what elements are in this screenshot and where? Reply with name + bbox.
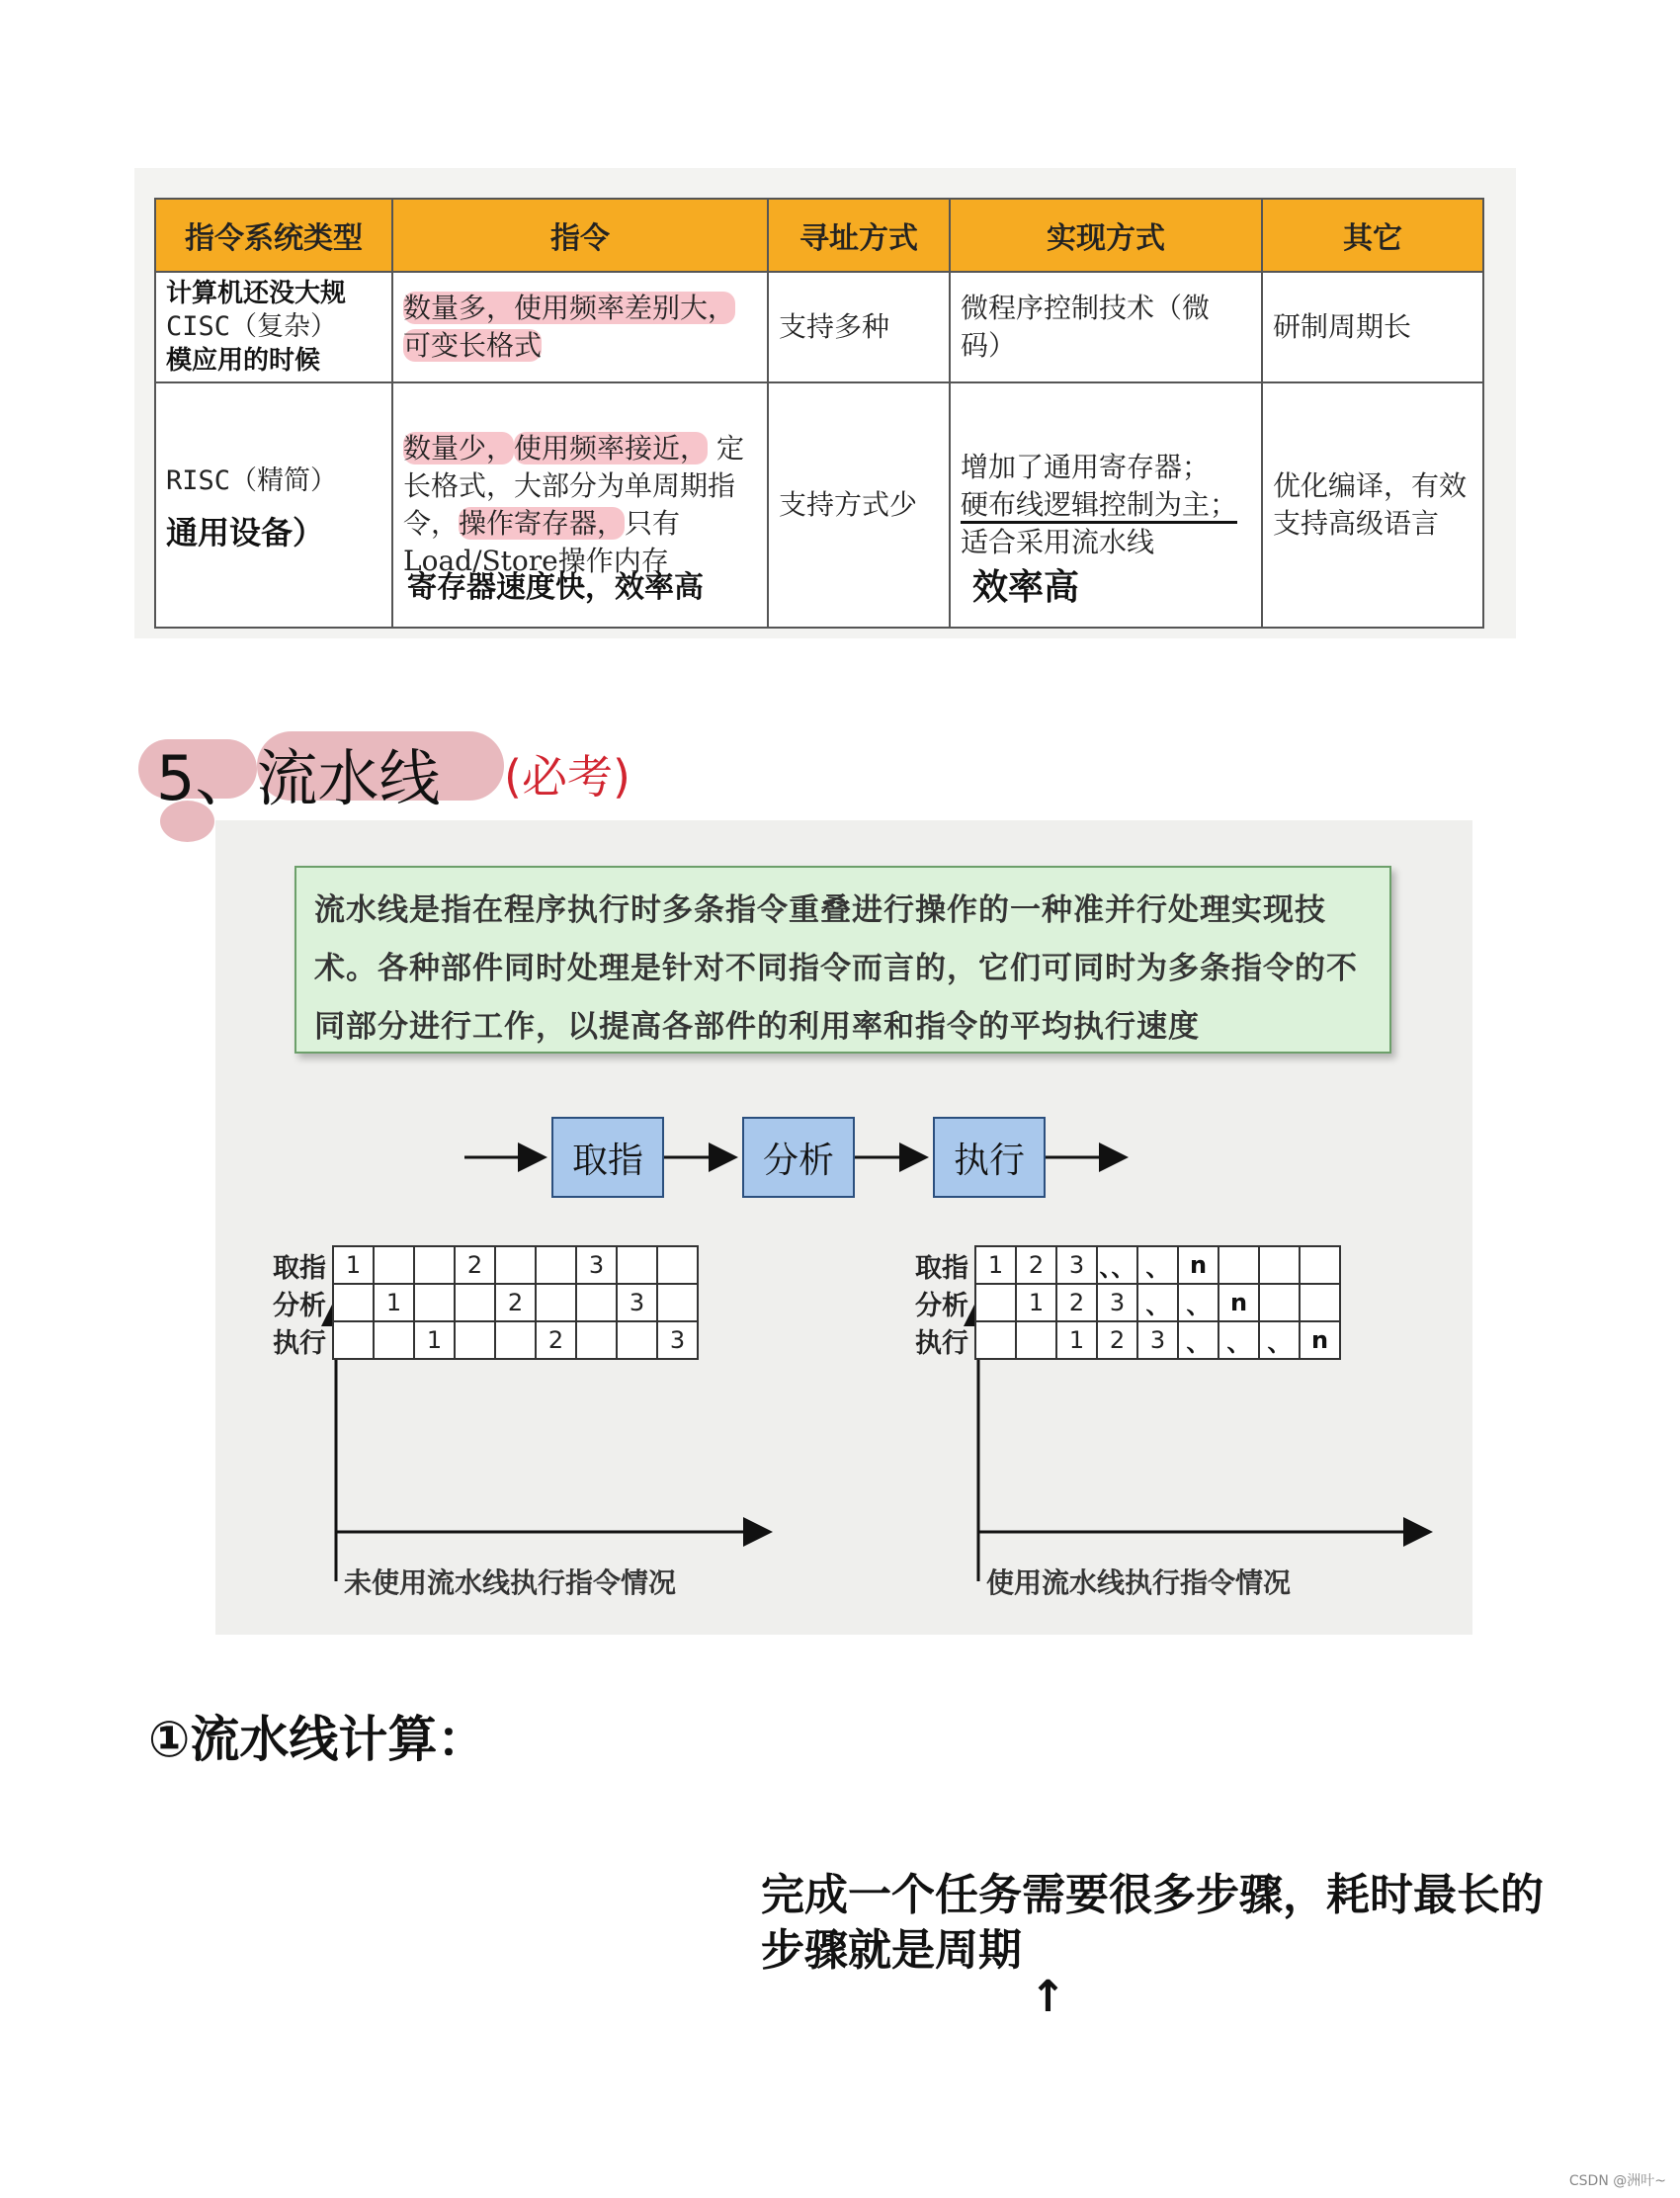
stage-fetch: 取指 bbox=[551, 1117, 664, 1198]
grid-cell bbox=[332, 1320, 375, 1360]
left-grid-caption: 未使用流水线执行指令情况 bbox=[344, 1566, 677, 1599]
grid-row bbox=[259, 1245, 699, 1285]
grid-cell bbox=[413, 1245, 456, 1285]
risc-implementation bbox=[950, 382, 1262, 628]
grid-cell bbox=[535, 1283, 577, 1322]
grid-cell: 1 bbox=[1055, 1320, 1098, 1360]
grid-cell bbox=[494, 1320, 537, 1360]
grid-cell bbox=[413, 1283, 456, 1322]
header-type: 指令系统类型 bbox=[155, 199, 392, 272]
grid-cell bbox=[494, 1245, 537, 1285]
table-row-cisc bbox=[155, 272, 1483, 382]
section-note: (必考) bbox=[504, 750, 630, 803]
stage-decode: 分析 bbox=[742, 1117, 855, 1198]
header-implementation: 实现方式 bbox=[950, 199, 1262, 272]
grid-cell bbox=[1299, 1245, 1341, 1285]
watermark: CSDN @洲叶~ bbox=[1568, 2173, 1666, 2189]
grid-cell: 、 bbox=[1136, 1245, 1179, 1285]
grid-cell bbox=[575, 1283, 618, 1322]
grid-cell bbox=[656, 1245, 699, 1285]
table-header-row bbox=[155, 199, 1483, 272]
header-other: 其它 bbox=[1262, 199, 1483, 272]
period-note-line2: 步骤就是周期 bbox=[761, 1925, 1022, 1976]
grid-cell: 3 bbox=[656, 1320, 699, 1360]
section-title: 5、流水线 bbox=[156, 742, 441, 814]
grid-cell: n bbox=[1218, 1283, 1260, 1322]
cisc-type-cell bbox=[155, 272, 392, 382]
grid-cell: 3 bbox=[575, 1245, 618, 1285]
grid-cell bbox=[373, 1320, 415, 1360]
grid-cell: 1 bbox=[413, 1320, 456, 1360]
risc-instr-hl2: 使用频率接近， bbox=[514, 432, 709, 465]
grid-cell bbox=[535, 1245, 577, 1285]
grid-cell: 、 bbox=[1218, 1320, 1260, 1360]
risc-instr-note: 寄存器速度快，效率高 bbox=[407, 570, 704, 605]
grid-cell: 1 bbox=[1015, 1283, 1057, 1322]
cisc-instruction bbox=[392, 272, 768, 382]
grid-row bbox=[259, 1283, 699, 1322]
risc-impl-a: 增加了通用寄存器； bbox=[961, 451, 1211, 483]
grid-cell bbox=[454, 1283, 496, 1322]
grid-cell: n bbox=[1177, 1245, 1219, 1285]
risc-other: 优化编译，有效支持高级语言 bbox=[1262, 382, 1483, 628]
cisc-note-bottom: 模应用的时候 bbox=[166, 346, 321, 376]
risc-note: 通用设备） bbox=[166, 514, 325, 551]
risc-instr-hl1: 数量少， bbox=[403, 432, 515, 465]
grid-cell: 3 bbox=[1055, 1245, 1098, 1285]
risc-impl-c: 适合采用流水线 bbox=[961, 526, 1155, 558]
grid-row bbox=[901, 1245, 1341, 1285]
risc-instr-end: 只有Load/Store操作内存 bbox=[403, 507, 681, 577]
grid-cell: 、 bbox=[1177, 1320, 1219, 1360]
grid-cell bbox=[1015, 1320, 1057, 1360]
cisc-other: 研制周期长 bbox=[1262, 272, 1483, 382]
header-instruction: 指令 bbox=[392, 199, 768, 272]
grid-row bbox=[901, 1283, 1341, 1322]
grid-cell bbox=[974, 1283, 1017, 1322]
grid-cell bbox=[454, 1320, 496, 1360]
row-label: 执行 bbox=[915, 1327, 968, 1359]
grid-cell: 、、 bbox=[1096, 1245, 1138, 1285]
grid-cell: n bbox=[1299, 1320, 1341, 1360]
grid-cell bbox=[332, 1283, 375, 1322]
grid-row bbox=[259, 1320, 699, 1360]
row-label: 分析 bbox=[273, 1290, 326, 1321]
grid-cell: 3 bbox=[616, 1283, 658, 1322]
row-label: 分析 bbox=[915, 1290, 968, 1321]
header-addressing: 寻址方式 bbox=[768, 199, 950, 272]
grid-cell: 、 bbox=[1177, 1283, 1219, 1322]
risc-instr-hl3: 操作寄存器， bbox=[459, 507, 626, 540]
grid-cell bbox=[616, 1245, 658, 1285]
grid-cell: 1 bbox=[332, 1245, 375, 1285]
row-label: 执行 bbox=[273, 1327, 326, 1359]
calc-title: ①流水线计算： bbox=[148, 1711, 487, 1768]
cisc-implementation: 微程序控制技术（微码） bbox=[950, 272, 1262, 382]
grid-cell: 、 bbox=[1258, 1320, 1301, 1360]
up-arrow-icon: ↑ bbox=[1030, 1972, 1066, 2022]
cisc-instr-highlight: 数量多，使用频率差别大， bbox=[403, 292, 736, 324]
right-grid-caption: 使用流水线执行指令情况 bbox=[986, 1566, 1292, 1599]
cisc-addressing: 支持多种 bbox=[768, 272, 950, 382]
grid-cell bbox=[373, 1245, 415, 1285]
non-pipeline-grid bbox=[259, 1245, 812, 1601]
grid-cell: 3 bbox=[1096, 1283, 1138, 1322]
risc-instr-mid: 定长格式，大部分为单周期指令， bbox=[403, 432, 744, 540]
grid-cell: 2 bbox=[535, 1320, 577, 1360]
pipeline-grid bbox=[901, 1245, 1455, 1601]
grid-cell: 2 bbox=[1055, 1283, 1098, 1322]
grid-cell: 1 bbox=[373, 1283, 415, 1322]
risc-impl-b: 硬布线逻辑控制为主； bbox=[961, 488, 1237, 524]
grid-cell bbox=[974, 1320, 1017, 1360]
period-note bbox=[761, 1868, 1544, 1979]
grid-cell: 3 bbox=[1136, 1320, 1179, 1360]
isa-comparison-card bbox=[134, 168, 1516, 638]
definition-box: 流水线是指在程序执行时多条指令重叠进行操作的一种准并行处理实现技术。各种部件同时处理是针对不同指令而言的，它们可同时为多条指令的不同部分进行工作，以提高各部件的利用率和指令的平均执行速度 bbox=[294, 866, 1391, 1054]
risc-instruction bbox=[392, 382, 768, 628]
grid-cell bbox=[616, 1320, 658, 1360]
grid-cell bbox=[1299, 1283, 1341, 1322]
pipeline-slide bbox=[215, 820, 1472, 1635]
table-row-risc bbox=[155, 382, 1483, 628]
isa-comparison-table bbox=[154, 198, 1484, 629]
risc-impl-note: 效率高 bbox=[972, 567, 1080, 608]
row-label: 取指 bbox=[273, 1252, 326, 1284]
risc-type: RISC（精简） bbox=[166, 465, 338, 496]
grid-cell: 2 bbox=[1015, 1245, 1057, 1285]
grid-cell: 2 bbox=[454, 1245, 496, 1285]
risc-addressing: 支持方式少 bbox=[768, 382, 950, 628]
grid-cell: 2 bbox=[1096, 1320, 1138, 1360]
row-label: 取指 bbox=[915, 1252, 968, 1284]
grid-cell bbox=[1258, 1245, 1301, 1285]
grid-cell: 2 bbox=[494, 1283, 537, 1322]
grid-cell bbox=[1218, 1245, 1260, 1285]
grid-row bbox=[901, 1320, 1341, 1360]
grid-cell: 1 bbox=[974, 1245, 1017, 1285]
period-note-line1: 完成一个任务需要很多步骤，耗时最长的 bbox=[761, 1870, 1544, 1920]
grid-cell: 、 bbox=[1136, 1283, 1179, 1322]
cisc-type: CISC（复杂） bbox=[166, 311, 338, 342]
risc-type-cell bbox=[155, 382, 392, 628]
grid-cell bbox=[1258, 1283, 1301, 1322]
cisc-note-top: 计算机还没大规 bbox=[166, 279, 347, 308]
grid-cell bbox=[656, 1283, 699, 1322]
stage-execute: 执行 bbox=[933, 1117, 1046, 1198]
cisc-instr-rest: 可变长格式 bbox=[403, 329, 543, 362]
grid-cell bbox=[575, 1320, 618, 1360]
